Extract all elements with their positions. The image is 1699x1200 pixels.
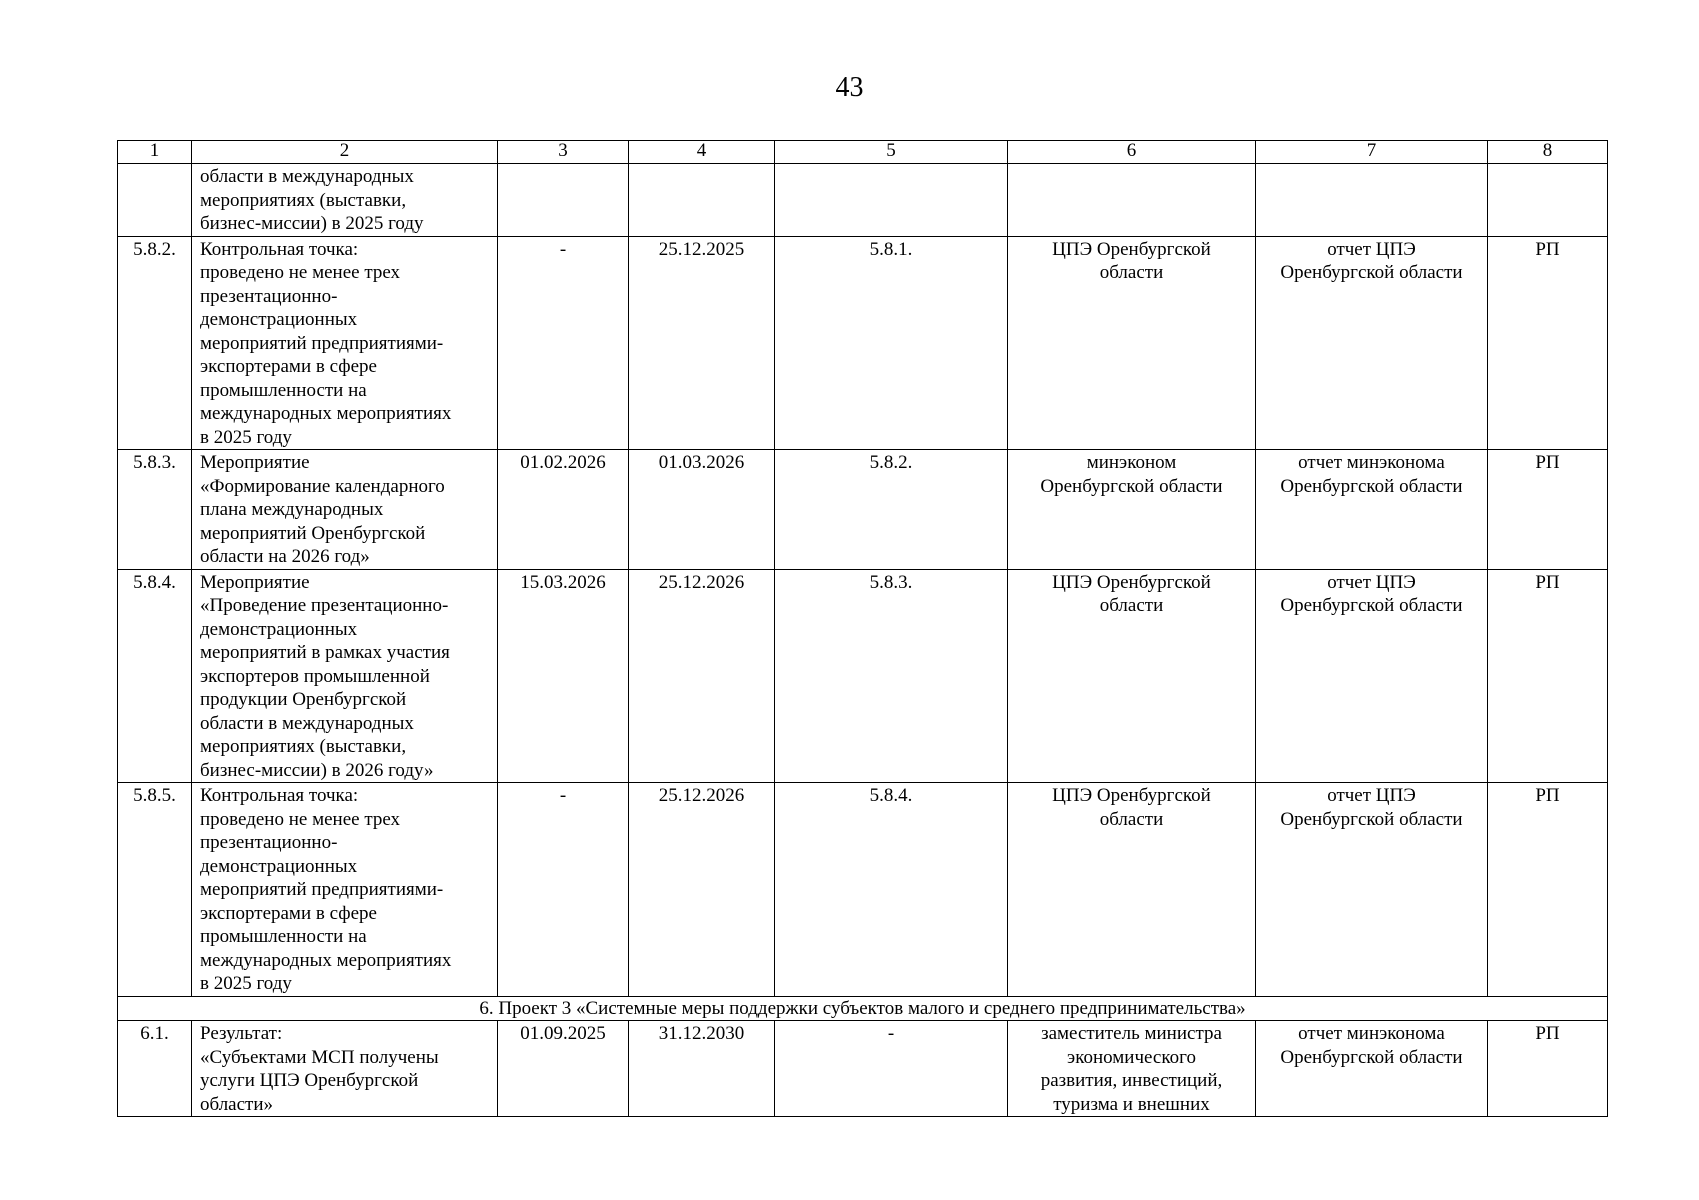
row-document: отчет ЦПЭ Оренбургской области	[1256, 783, 1488, 997]
table-row	[118, 450, 1608, 570]
row-description: Мероприятие «Проведение презентационно- демонстрационных мероприятий в рамках участия экспортеров промышленной продукции Оренбургской области в международных мероприятиях (выставки, бизнес-миссии) в 2026 году»	[192, 569, 498, 783]
header-col-5: 5	[775, 141, 1008, 164]
row-start-date: 15.03.2026	[498, 569, 629, 783]
row-predecessor	[775, 164, 1008, 237]
plan-table	[117, 140, 1608, 1117]
row-number: 6.1.	[118, 1021, 192, 1117]
row-end-date: 25.12.2026	[629, 783, 775, 997]
row-responsible: заместитель министра экономического развития, инвестиций, туризма и внешних	[1008, 1021, 1256, 1117]
row-description: Контрольная точка: проведено не менее трех презентационно- демонстрационных мероприятий предприятиями- экспортерами в сфере промышленности на международных мероприятиях в 2025 году	[192, 783, 498, 997]
header-col-8: 8	[1488, 141, 1608, 164]
section-row	[118, 997, 1608, 1021]
header-col-3: 3	[498, 141, 629, 164]
row-predecessor: 5.8.3.	[775, 569, 1008, 783]
row-description: области в международных мероприятиях (выставки, бизнес-миссии) в 2025 году	[192, 164, 498, 237]
header-col-6: 6	[1008, 141, 1256, 164]
row-start-date	[498, 164, 629, 237]
header-col-7: 7	[1256, 141, 1488, 164]
header-col-2: 2	[192, 141, 498, 164]
row-responsible: ЦПЭ Оренбургской области	[1008, 236, 1256, 450]
row-responsible: ЦПЭ Оренбургской области	[1008, 783, 1256, 997]
row-level: РП	[1488, 783, 1608, 997]
row-end-date: 25.12.2025	[629, 236, 775, 450]
row-responsible: ЦПЭ Оренбургской области	[1008, 569, 1256, 783]
row-start-date: 01.02.2026	[498, 450, 629, 570]
row-number: 5.8.4.	[118, 569, 192, 783]
table-row	[118, 783, 1608, 997]
table-row	[118, 164, 1608, 237]
header-col-4: 4	[629, 141, 775, 164]
table-row	[118, 569, 1608, 783]
row-predecessor: 5.8.1.	[775, 236, 1008, 450]
row-number	[118, 164, 192, 237]
row-document: отчет ЦПЭ Оренбургской области	[1256, 236, 1488, 450]
page-number: 43	[835, 72, 864, 103]
row-document	[1256, 164, 1488, 237]
row-end-date	[629, 164, 775, 237]
row-number: 5.8.2.	[118, 236, 192, 450]
row-level	[1488, 164, 1608, 237]
row-predecessor: 5.8.2.	[775, 450, 1008, 570]
row-level: РП	[1488, 450, 1608, 570]
row-number: 5.8.3.	[118, 450, 192, 570]
row-end-date: 01.03.2026	[629, 450, 775, 570]
header-row	[118, 141, 1608, 164]
row-end-date: 25.12.2026	[629, 569, 775, 783]
row-start-date: -	[498, 783, 629, 997]
row-start-date: 01.09.2025	[498, 1021, 629, 1117]
header-col-1: 1	[118, 141, 192, 164]
row-start-date: -	[498, 236, 629, 450]
row-responsible: минэконом Оренбургской области	[1008, 450, 1256, 570]
row-document: отчет минэкономa Оренбургской области	[1256, 1021, 1488, 1117]
section-title: 6. Проект 3 «Системные меры поддержки субъектов малого и среднего предпринимательства»	[118, 997, 1608, 1021]
row-description: Мероприятие «Формирование календарного плана международных мероприятий Оренбургской области на 2026 год»	[192, 450, 498, 570]
row-predecessor: -	[775, 1021, 1008, 1117]
table-row	[118, 1021, 1608, 1117]
row-responsible	[1008, 164, 1256, 237]
row-level: РП	[1488, 1021, 1608, 1117]
row-description: Контрольная точка: проведено не менее трех презентационно- демонстрационных мероприятий предприятиями- экспортерами в сфере промышленности на международных мероприятиях в 2025 году	[192, 236, 498, 450]
row-document: отчет минэкономa Оренбургской области	[1256, 450, 1488, 570]
row-end-date: 31.12.2030	[629, 1021, 775, 1117]
row-document: отчет ЦПЭ Оренбургской области	[1256, 569, 1488, 783]
row-level: РП	[1488, 569, 1608, 783]
row-number: 5.8.5.	[118, 783, 192, 997]
row-description: Результат: «Субъектами МСП получены услуги ЦПЭ Оренбургской области»	[192, 1021, 498, 1117]
row-level: РП	[1488, 236, 1608, 450]
row-predecessor: 5.8.4.	[775, 783, 1008, 997]
table-row	[118, 236, 1608, 450]
